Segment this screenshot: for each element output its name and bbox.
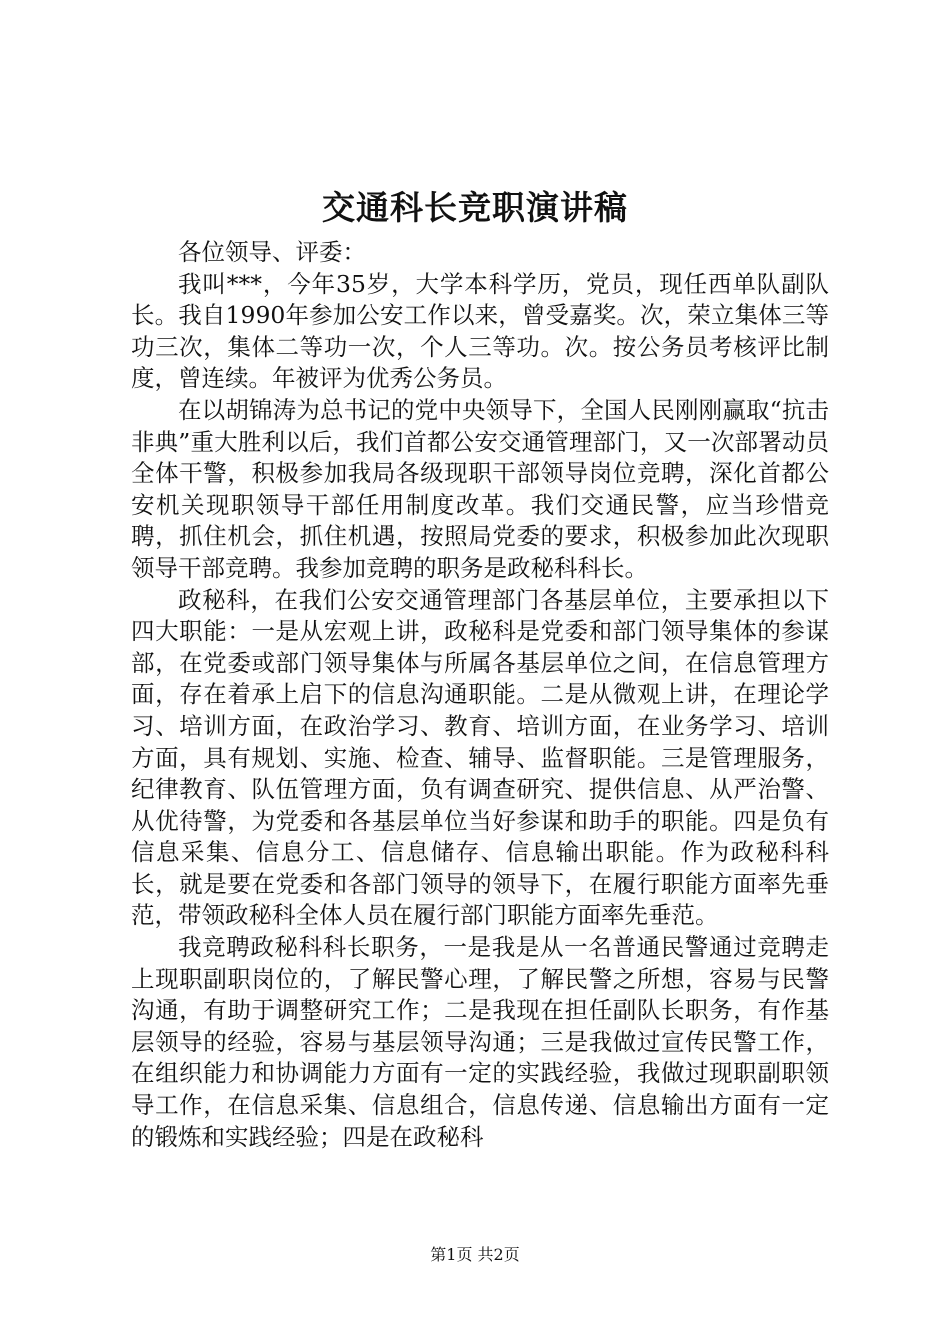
- document-body: [131, 237, 829, 1153]
- salutation: 各位领导、评委：: [178, 238, 366, 266]
- paragraph-2: 在以胡锦涛为总书记的党中央领导下，全国人民刚刚赢取“抗击非典”重大胜利以后，我们首都公安交通管理部门，又一次部署动员全体干警，积极参加我局各级现职干部领导岗位竞聘，深化首都公安机关现职领导干部任用制度改革。我们交通民警，应当珍惜竞聘，抓住机会，抓住机遇，按照局党委的要求，积极参加此次现职领导干部竞聘。我参加竞聘的职务是政秘科科长。: [131, 395, 829, 582]
- paragraph-3: 政秘科，在我们公安交通管理部门各基层单位，主要承担以下四大职能：一是从宏观上讲，政秘科是党委和部门领导集体的参谋部，在党委或部门领导集体与所属各基层单位之间，在信息管理方面，存在着承上启下的信息沟通职能。二是从微观上讲，在理论学习、培训方面，在政治学习、教育、培训方面，在业务学习、培训方面，具有规划、实施、检查、辅导、监督职能。三是管理服务，纪律教育、队伍管理方面，负有调查研究、提供信息、从严治警、从优待警，为党委和各基层单位当好参谋和助手的职能。四是负有信息采集、信息分工、信息储存、信息输出职能。作为政秘科科长，就是要在党委和各部门领导的领导下，在履行职能方面率先垂范，带领政秘科全体人员在履行部门职能方面率先垂范。: [131, 585, 829, 930]
- document-title: 交通科长竞职演讲稿: [322, 188, 628, 227]
- page-number-footer: 第1页 共2页: [430, 1245, 520, 1264]
- paragraph-4: 我竞聘政秘科科长职务，一是我是从一名普通民警通过竞聘走上现职副职岗位的，了解民警心理，了解民警之所想，容易与民警沟通，有助于调整研究工作；二是我现在担任副队长职务，有作基层领导的经验，容易与基层领导沟通；三是我做过宣传民警工作，在组织能力和协调能力方面有一定的实践经验，我做过现职副职领导工作，在信息采集、信息组合，信息传递、信息输出方面有一定的锻炼和实践经验；四是在政秘科: [131, 933, 829, 1151]
- paragraph-1: 我叫***，今年35岁，大学本科学历，党员，现任西单队副队长。我自1990年参加公安工作以来，曾受嘉奖。次，荣立集体三等功三次，集体二等功一次，个人三等功。次。按公务员考核评比制度，曾连续。年被评为优秀公务员。: [131, 269, 829, 393]
